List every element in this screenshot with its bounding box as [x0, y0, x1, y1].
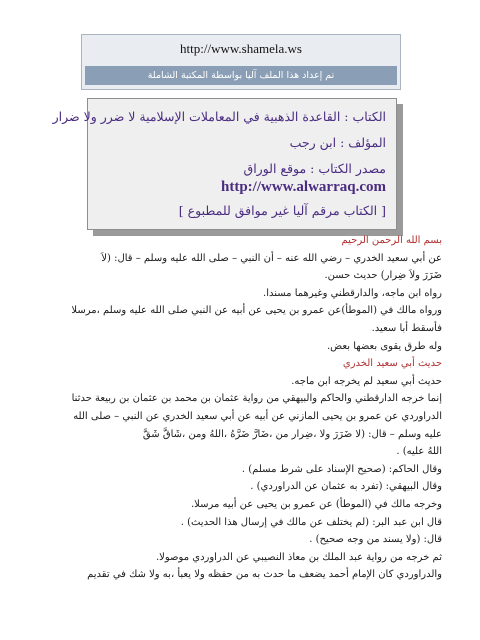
- text-line: وخرجه مالك في (الموطأ) عن عمرو بن يحيى عن أبيه مرسلا.: [190, 498, 442, 510]
- text-line: ورواه مالك في (الموطأ)عن عمرو بن يحيى عن أبيه عن النبي صلى الله عليه وسلم ،مرسلا: [71, 305, 442, 317]
- source-url: http://www.alwarraq.com: [221, 179, 386, 195]
- text-line: قال: (ولا يسند من وجه صحيح) .: [309, 534, 442, 546]
- section-heading: حديث أبي سعيد الخدري: [342, 358, 442, 370]
- header-band-text: تم إعداد هذا الملف آليا بواسطة المكتبة الشاملة: [85, 66, 397, 85]
- text-line: عليه وسلم – قال: (لا ضَرَرَ ولا ،ضِرار من ،ضَارَّ ضَرَّهُ ،اللهُ ومن ،شَاقَّ شَقَّ: [142, 428, 442, 440]
- text-line: قال ابن عبد البر: (لم يختلف عن مالك في إرسال هذا الحديث) .: [180, 516, 442, 528]
- text-line: والدراوردي كان الإمام أحمد يضعف ما حدث به من حفظه ولا يعبأ ،به ولا شك في تقديم: [87, 569, 442, 581]
- text-line: رواه ابن ماجه، والدارقطني وغيرهما مسندا.: [263, 287, 442, 299]
- book-author: المؤلف : ابن رجب: [289, 135, 386, 150]
- body-text: [34, 232, 442, 584]
- header-box: [81, 34, 401, 90]
- text-line: وله طرق يقوى بعضها بعض.: [327, 340, 442, 352]
- text-line: وقال البيهقي: (تفرد به عثمان عن الدراوردي) .: [250, 481, 442, 493]
- section-heading: بسم الله الرحمن الرحيم: [341, 235, 442, 246]
- numbering-note: [ الكتاب مرقم آليا غير موافق للمطبوع ]: [178, 203, 386, 218]
- text-line: ثم خرجه من رواية عبد الملك بن معاذ النصيبي عن الدراوردي موصولا.: [156, 551, 442, 563]
- text-line: الدراوردي عن عمرو بن يحيى المازني عن أبيه عن أبي سعيد الخدري عن النبي – صلى الله: [73, 410, 442, 422]
- book-source: مصدر الكتاب : موقع الوراق: [243, 161, 386, 176]
- text-line: وقال الحاكم: (صحيح الإسناد على شرط مسلم) .: [241, 463, 442, 475]
- text-line: اللهُ عليه) .: [396, 446, 442, 458]
- text-line: حديث أبي سعيد لم يخرجه ابن ماجه.: [291, 375, 442, 387]
- book-info-box: [52, 98, 397, 230]
- header-url: http://www.shamela.ws: [180, 41, 302, 56]
- text-line: إنما خرجه الدارقطني والحاكم والبيهقي من رواية عثمان بن محمد بن عثمان بن ربيعة حدثنا: [71, 393, 442, 405]
- text-line: فأسقط أبا سعيد.: [371, 322, 442, 334]
- text-line: ضَرَرَ ولاَ ضِرار) حديث حسن.: [324, 270, 442, 282]
- book-title: الكتاب : القاعدة الذهبية في المعاملات الإسلامية لا ضرر ولا ضرار: [52, 109, 386, 124]
- text-line: عن أبي سعيد الخدري – رضي الله عنه – أن النبي – صلى الله عليه وسلم – قال: (لاَ: [101, 252, 442, 264]
